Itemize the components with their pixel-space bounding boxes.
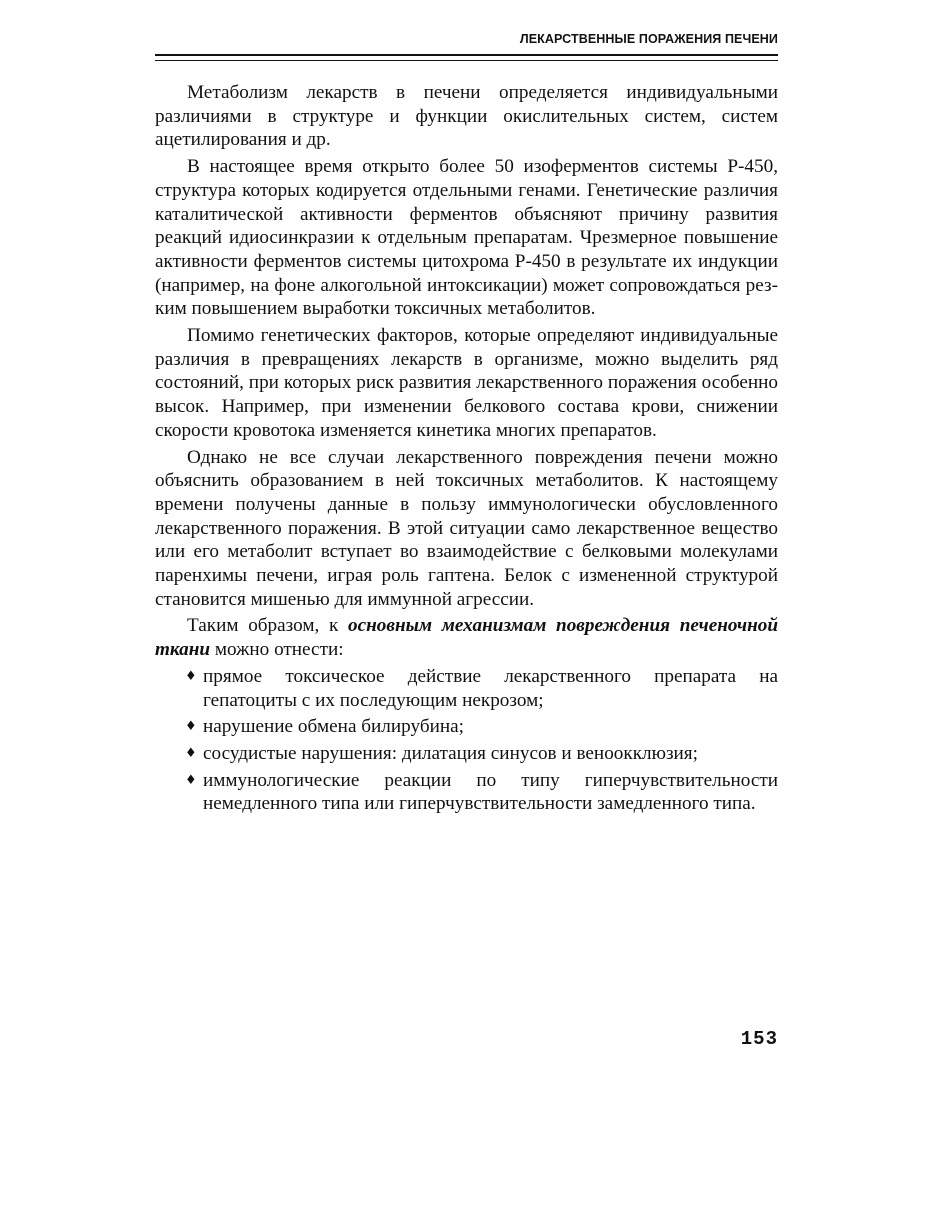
- header-rule: [155, 54, 778, 61]
- list-item: [155, 769, 778, 816]
- paragraph-mechanisms-intro: [155, 614, 778, 661]
- paragraph-metabolism: Метаболизм лекарств в печени определяется индивидуальными различиями в структуре и функции окислительных систем, систем ацетилирования и др.: [155, 82, 778, 151]
- diamond-bullet-icon: ♦: [185, 772, 197, 788]
- list-item-text: прямое токсическое действие лекарственного препарата на гепатоциты с их последующим некрозом;: [203, 665, 778, 711]
- body-text: [155, 81, 778, 816]
- paragraph-isoenzymes: В настоящее время открыто более 50 изоферментов системы Р-450, структура которых кодируется отдельными генами. Генетические различия каталитической активности ферментов объясняют причину развития реакций идиосинкразии к отдельным препаратам. Чрезмерное повышение активности ферментов системы цитохрома Р-450 в результате их индукции (например, на фоне алкогольной интоксикации) может сопровождаться резким повышением выработки токсичных метаболитов.: [155, 156, 778, 320]
- intro-text-before: Таким образом, к: [187, 615, 349, 637]
- diamond-bullet-icon: ♦: [185, 745, 197, 761]
- diamond-bullet-icon: ♦: [185, 668, 197, 684]
- running-title: ЛЕКАРСТВЕННЫЕ ПОРАЖЕНИЯ ПЕЧЕНИ: [519, 32, 778, 46]
- list-item-text: нарушение обмена билирубина;: [203, 716, 464, 738]
- list-item: [155, 742, 778, 766]
- diamond-bullet-icon: ♦: [185, 719, 197, 735]
- book-page: [155, 30, 778, 1050]
- running-header: [155, 30, 778, 54]
- list-item: [155, 715, 778, 739]
- page-number: 153: [740, 1028, 778, 1050]
- list-item: [155, 665, 778, 712]
- mechanisms-list: [155, 665, 778, 816]
- list-item-text: иммунологические реакции по типу гиперчувствительности немедленного типа или гиперчувствительности замедленного типа.: [203, 769, 778, 815]
- intro-text-after: можно отнести:: [210, 639, 344, 661]
- paragraph-risk-factors: Помимо генетических факторов, которые определяют индивидуальные различия в превращениях лекарств в организме, можно выделить ряд состояний, при которых риск развития лекарственного поражения особенно высок. Например, при изменении белкового состава крови, снижении скорости кровотока изменяется кинетика многих препаратов.: [155, 325, 778, 441]
- paragraph-immune: Однако не все случаи лекарственного повреждения печени можно объяснить образованием в ней токсичных метаболитов. К настоящему времени получены данные в пользу иммунологически обусловленного лекарственного поражения. В этой ситуации само лекарственное вещество или его метаболит вступает во взаимодействие с белковыми молекулами паренхимы печени, играя роль гаптена. Белок с измененной структурой становится мишенью для иммунной агрессии.: [155, 446, 778, 610]
- list-item-text: сосудистые нарушения: дилатация синусов и веноокклюзия;: [203, 742, 698, 764]
- intro-emphasis: основным механизмам повреждения печеночной ткани: [155, 615, 778, 661]
